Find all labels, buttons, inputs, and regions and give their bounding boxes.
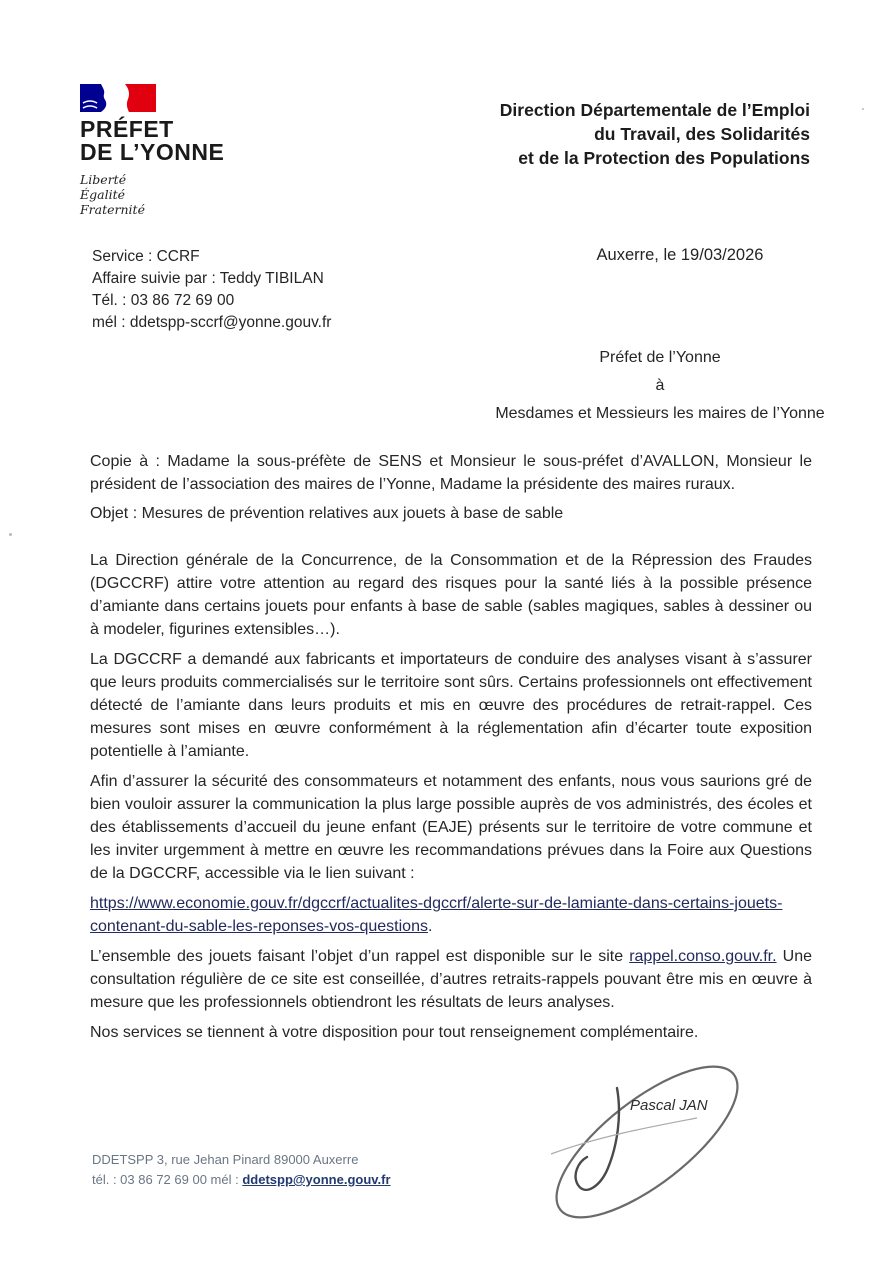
subject-line: Objet : Mesures de prévention relatives aux jouets à base de sable bbox=[90, 505, 564, 522]
footer-contact bbox=[92, 1170, 391, 1190]
paragraph-2: La DGCCRF a demandé aux fabricants et importateurs de conduire des analyses visant à s’assurer que leurs produits commercialisés sur le territoire sont sûrs. Certains professionnels ont effectivement détecté de l’amiante dans leurs produits et mis en œuvre des procédures de retrait-rappel. Ces mesures sont mises en œuvre conformément à la réglementation afin d’écarter toute exposition potentielle à l’amiante. bbox=[90, 651, 812, 760]
case-officer-line: Affaire suivie par : Teddy TIBILAN bbox=[92, 270, 324, 287]
motto-fraternite: Fraternité bbox=[80, 202, 145, 217]
faq-link-paragraph bbox=[90, 892, 812, 938]
recipient-a: à bbox=[655, 377, 665, 394]
direction-header bbox=[430, 98, 810, 170]
paragraph-5: Nos services se tiennent à votre disposition pour tout renseignement complémentaire. bbox=[90, 1024, 699, 1041]
signature-ellipse-stroke bbox=[545, 1044, 760, 1243]
scan-speck bbox=[862, 108, 864, 110]
recipient-from: Préfet de l’Yonne bbox=[599, 349, 721, 366]
footer-contact-prefix: tél. : 03 86 72 69 00 mél : bbox=[92, 1172, 243, 1187]
paragraph-4-before: L’ensemble des jouets faisant l’objet d’un rappel est disponible sur le site bbox=[90, 948, 630, 965]
paragraph-4 bbox=[90, 945, 812, 1014]
footer-address: DDETSPP 3, rue Jehan Pinard 89000 Auxerre bbox=[92, 1152, 359, 1167]
footer-block bbox=[92, 1150, 391, 1190]
republic-motto bbox=[80, 172, 300, 217]
letter-body bbox=[90, 450, 812, 1044]
faq-link-period: . bbox=[427, 918, 433, 935]
handwritten-signature bbox=[545, 1044, 760, 1249]
prefet-name-line2: DE L’YONNE bbox=[80, 139, 225, 165]
copy-to-paragraph: Copie à : Madame la sous-préfète de SENS et Monsieur le sous-préfet d’AVALLON, Monsieur le président de l’association des maires de l’Yonne, Madame la présidente des maires ruraux. bbox=[90, 453, 812, 493]
paragraph-1: La Direction générale de la Concurrence, de la Consommation et de la Répression des Fraudes (DGCCRF) attire votre attention au regard des risques pour la santé liés à la possible présence d’amiante dans certains jouets pour enfants à base de sable (sables magiques, sables à dessiner ou à modeler, figurines extensibles…). bbox=[90, 552, 812, 638]
french-flag-marianne-icon bbox=[80, 84, 156, 112]
phone-line: Tél. : 03 86 72 69 00 bbox=[92, 292, 235, 309]
service-line: Service : CCRF bbox=[92, 248, 200, 265]
recipient-block bbox=[460, 344, 860, 428]
footer-email-link[interactable]: ddetspp@yonne.gouv.fr bbox=[242, 1172, 391, 1187]
paragraph-4-after: Une consultation régulière de ce site est conseillée, d’autres retraits-rappels pouvant être mis en œuvre à mesure que les professionnels obtiendront les résultats de leurs analyses. bbox=[90, 948, 813, 1011]
scan-speck bbox=[9, 533, 12, 536]
email-line: mél : ddetspp-sccrf@yonne.gouv.fr bbox=[92, 314, 332, 331]
prefecture-logo bbox=[80, 84, 300, 217]
sender-contact-block bbox=[92, 246, 331, 334]
rappel-conso-link[interactable]: rappel.conso.gouv.fr. bbox=[629, 948, 777, 965]
direction-line3: et de la Protection des Populations bbox=[518, 148, 810, 168]
place-date-line: Auxerre, le 19/03/2026 bbox=[596, 246, 764, 264]
paragraph-3: Afin d’assurer la sécurité des consommateurs et notamment des enfants, nous vous saurions gré de bien vouloir assurer la communication la plus large possible auprès de vos administrés, des écoles et des établissements d’accueil du jeune enfant (EAJE) présents sur le territoire de votre commune et les inviter urgemment à mettre en œuvre les recommandations prévues dans la Foire aux Questions de la DGCCRF, accessible via le lien suivant : bbox=[90, 773, 812, 882]
direction-line1: Direction Départementale de l’Emploi bbox=[499, 100, 810, 120]
signature-light-stroke bbox=[551, 1118, 697, 1154]
dgccrf-faq-link[interactable]: https://www.economie.gouv.fr/dgccrf/actualites-dgccrf/alerte-sur-de-lamiante-dans-certains-jouets-contenant-du-sable-les-reponses-vos-questions bbox=[90, 895, 783, 935]
direction-line2: du Travail, des Solidarités bbox=[594, 124, 810, 144]
motto-liberte: Liberté bbox=[80, 172, 127, 187]
motto-egalite: Égalité bbox=[80, 187, 125, 202]
recipient-to: Mesdames et Messieurs les maires de l’Yonne bbox=[495, 405, 825, 422]
prefet-name-line1: PRÉFET bbox=[80, 116, 174, 142]
signatory-name: Pascal JAN bbox=[630, 1097, 708, 1114]
